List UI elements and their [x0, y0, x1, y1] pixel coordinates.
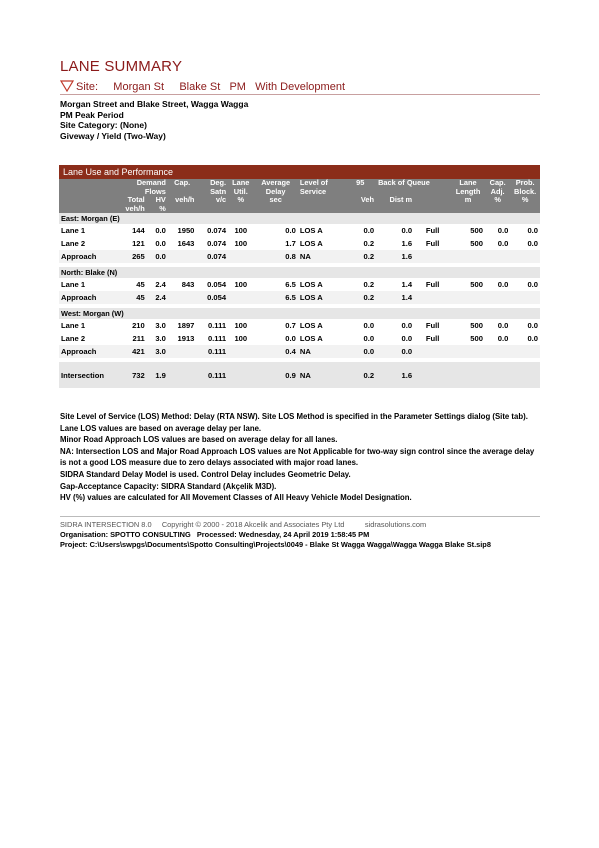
- table-cell: 0.074: [196, 250, 228, 263]
- table-cell: 500: [470, 334, 483, 343]
- unit-adj: %: [485, 196, 510, 213]
- table-cell: Full: [425, 239, 440, 248]
- table-cell: [451, 250, 485, 263]
- table-cell: Lane 1: [61, 280, 86, 289]
- unit-util: %: [228, 196, 253, 213]
- control-type: Giveway / Yield (Two-Way): [60, 130, 166, 141]
- table-cell: 421: [120, 345, 146, 358]
- table-cell: [228, 291, 253, 304]
- table-cell: 1.9: [147, 362, 168, 388]
- table-cell: 100: [234, 334, 248, 343]
- table-row: [59, 332, 540, 345]
- table-cell: 732: [120, 362, 146, 388]
- unit-satn: v/c: [196, 196, 228, 213]
- table-cell: [510, 345, 540, 358]
- table-cell: 0.111: [196, 362, 228, 388]
- col-header-lane-util: Lane Util.: [228, 179, 253, 196]
- table-row: [59, 237, 540, 250]
- table-cell: 0.2: [363, 239, 375, 248]
- table-cell: 0.2: [344, 250, 376, 263]
- table-cell: 100: [234, 280, 248, 289]
- table-cell: [168, 250, 197, 263]
- peak-period: PM Peak Period: [60, 109, 124, 120]
- table-cell: 0.0: [527, 239, 538, 248]
- table-cell: 0.0: [497, 239, 509, 248]
- table-cell: 144: [132, 226, 145, 235]
- table-cell: 0.2: [344, 362, 376, 388]
- approach-name: West: Morgan (W): [59, 308, 540, 319]
- table-cell: Approach: [59, 291, 120, 304]
- table-cell: 1.6: [376, 250, 414, 263]
- site-category: Site Category: (None): [60, 120, 147, 130]
- unit-los: [298, 196, 345, 213]
- table-cell: 0.2: [344, 291, 376, 304]
- table-row: [59, 224, 540, 237]
- table-cell: 2.4: [155, 280, 166, 289]
- table-cell: [228, 250, 253, 263]
- table-cell: LOS A: [299, 321, 323, 330]
- table-cell: Approach: [59, 345, 120, 358]
- table-cell: 0.0: [376, 345, 414, 358]
- table-cell: Lane 2: [61, 239, 86, 248]
- site-name: Morgan St Blake St PM With Development: [113, 81, 345, 93]
- table-cell: 265: [120, 250, 146, 263]
- unit-config: [414, 196, 451, 213]
- table-cell: 0.0: [527, 321, 538, 330]
- header-row-units: [59, 196, 540, 213]
- table-cell: Approach: [59, 250, 120, 263]
- approach-row: [59, 250, 540, 263]
- table-cell: 0.9: [253, 362, 297, 388]
- approach-group-header: [59, 267, 540, 278]
- table-cell: 1913: [177, 334, 195, 343]
- table-cell: 0.8: [253, 250, 297, 263]
- col-header-cap: Cap.: [168, 179, 197, 196]
- unit-total: Total veh/h: [120, 196, 146, 213]
- note-line: Gap-Acceptance Capacity: SIDRA Standard (Akçelik M3D).: [60, 481, 277, 491]
- unit-hv: HV %: [147, 196, 168, 213]
- table-cell: [510, 250, 540, 263]
- unit-length: m: [451, 196, 485, 213]
- table-cell: 1.4: [376, 291, 414, 304]
- col-header-95: 95: [344, 179, 376, 196]
- table-cell: 0.111: [207, 334, 227, 343]
- col-header-prob-block: Prob. Block.: [510, 179, 540, 196]
- table-cell: [485, 250, 510, 263]
- table-cell: 2.4: [147, 291, 168, 304]
- table-cell: [451, 345, 485, 358]
- col-header-lane-length: Lane Length: [451, 179, 485, 196]
- table-cell: 0.0: [155, 226, 166, 235]
- table-cell: 211: [132, 334, 145, 343]
- note-line: NA: Intersection LOS and Major Road Approach LOS values are Not Applicable for two-way sign control since the average delay: [60, 446, 535, 456]
- table-cell: Full: [425, 226, 440, 235]
- table-cell: Full: [425, 334, 440, 343]
- note-line: is not a good LOS measure due to zero delays associated with major road lanes.: [60, 458, 359, 468]
- table-cell: 0.0: [344, 345, 376, 358]
- col-header-back-of-queue: Back of Queue: [376, 179, 451, 196]
- table-cell: 500: [470, 280, 483, 289]
- table-cell: [414, 291, 451, 304]
- table-cell: 0.0: [527, 334, 538, 343]
- table-cell: 0.0: [401, 321, 413, 330]
- table-cell: 0.0: [363, 226, 375, 235]
- note-line: Site Level of Service (LOS) Method: Delay (RTA NSW). Site LOS Method is specified in the Parameter Settings dialog (Site tab).: [60, 412, 528, 421]
- table-cell: [168, 291, 197, 304]
- table-cell: 0.7: [285, 321, 296, 330]
- unit-delay: sec: [253, 196, 297, 213]
- table-cell: [451, 362, 485, 388]
- table-cell: 0.0: [155, 239, 166, 248]
- table-cell: 0.0: [497, 226, 509, 235]
- table-cell: [414, 362, 451, 388]
- col-header-cap-adj: Cap. Adj.: [485, 179, 510, 196]
- notes: [60, 411, 540, 504]
- table-row: [59, 319, 540, 332]
- table-cell: Full: [425, 280, 440, 289]
- footer-project-path: Project: C:\Users\swpgs\Documents\Spotto Consulting\Projects\0049 - Blake St Wagga Wagga\Wagga Wagga Blake St.sip8: [60, 540, 491, 549]
- footer-copyright: SIDRA INTERSECTION 8.0 Copyright © 2000 - 2018 Akcelik and Associates Pty Ltd sidrasolutions.com: [60, 520, 427, 529]
- table-cell: 1897: [177, 321, 195, 330]
- table-cell: 0.074: [207, 239, 227, 248]
- table-cell: 0.074: [207, 226, 227, 235]
- table-cell: 1.6: [401, 239, 413, 248]
- table-cell: NA: [298, 345, 345, 358]
- table-cell: 0.2: [363, 280, 375, 289]
- table-cell: 0.0: [527, 280, 538, 289]
- table-cell: [510, 291, 540, 304]
- table-cell: 3.0: [155, 334, 166, 343]
- table-cell: 0.0: [401, 334, 413, 343]
- approach-group-header: [59, 308, 540, 319]
- table-cell: 121: [132, 239, 145, 248]
- site-location: Morgan Street and Blake Street, Wagga Wagga: [60, 99, 249, 109]
- table-cell: 45: [120, 291, 146, 304]
- unit-veh: Veh: [344, 196, 376, 213]
- lane-table: [59, 165, 540, 388]
- table-cell: [414, 345, 451, 358]
- col-header-demand: Demand Flows: [120, 179, 168, 196]
- table-cell: 45: [136, 280, 145, 289]
- note-line: Minor Road Approach LOS values are based on average delay for all lanes.: [60, 435, 338, 445]
- table-cell: Lane 2: [61, 334, 86, 343]
- table-cell: 1950: [177, 226, 195, 235]
- table-cell: [510, 362, 540, 388]
- table-cell: LOS A: [299, 280, 323, 289]
- table-cell: LOS A: [299, 226, 323, 235]
- table-cell: 0.111: [207, 321, 227, 330]
- table-cell: 1.7: [285, 239, 296, 248]
- table-cell: 0.0: [527, 226, 538, 235]
- table-cell: 0.0: [497, 280, 509, 289]
- table-cell: 843: [181, 280, 195, 289]
- site-line: [60, 80, 540, 95]
- triangle-icon: [60, 80, 74, 92]
- table-row: [59, 278, 540, 291]
- table-cell: 100: [234, 226, 248, 235]
- table-cell: LOS A: [299, 239, 323, 248]
- table-cell: 100: [234, 321, 248, 330]
- table-cell: 0.0: [401, 226, 413, 235]
- table-cell: 100: [234, 239, 248, 248]
- page-title: LANE SUMMARY: [60, 58, 183, 75]
- note-line: Lane LOS values are based on average delay per lane.: [60, 423, 262, 433]
- table-cell: 210: [132, 321, 145, 330]
- table-cell: [228, 345, 253, 358]
- table-cell: Lane 1: [61, 226, 86, 235]
- table-cell: [168, 362, 197, 388]
- table-cell: 0.0: [363, 334, 375, 343]
- table-cell: 6.5: [253, 291, 297, 304]
- table-cell: NA: [298, 250, 345, 263]
- unit-cap: veh/h: [168, 196, 197, 213]
- table-cell: 0.4: [253, 345, 297, 358]
- table-cell: [414, 250, 451, 263]
- approach-name: East: Morgan (E): [59, 213, 540, 224]
- col-header-level-of-service: Level of Service: [298, 179, 345, 196]
- table-cell: 0.054: [196, 291, 228, 304]
- table-cell: 0.111: [196, 345, 228, 358]
- unit-header: [59, 196, 120, 213]
- table-cell: LOS A: [299, 334, 323, 343]
- approach-row: [59, 291, 540, 304]
- table-cell: 6.5: [285, 280, 296, 289]
- col-header: [59, 179, 120, 196]
- header-row-top: [59, 179, 540, 196]
- site-label: Site:: [76, 81, 99, 93]
- footer-divider: [60, 516, 540, 517]
- table-cell: 500: [470, 239, 483, 248]
- table-cell: Full: [425, 321, 440, 330]
- table-cell: 500: [470, 226, 483, 235]
- table-cell: 1643: [177, 239, 195, 248]
- table-cell: [485, 345, 510, 358]
- unit-dist: Dist m: [376, 196, 414, 213]
- table-cell: [168, 345, 197, 358]
- table-cell: NA: [298, 362, 345, 388]
- table-cell: 0.0: [285, 334, 296, 343]
- approach-group-header: [59, 213, 540, 224]
- col-header-average-delay: Average Delay: [253, 179, 297, 196]
- col-header-deg-satn: Deg. Satn: [196, 179, 228, 196]
- table-cell: 3.0: [147, 345, 168, 358]
- approach-name: North: Blake (N): [59, 267, 540, 278]
- table-cell: 0.0: [285, 226, 296, 235]
- table-cell: [228, 362, 253, 388]
- unit-block: %: [510, 196, 540, 213]
- table-cell: 500: [470, 321, 483, 330]
- note-line: HV (%) values are calculated for All Movement Classes of All Heavy Vehicle Model Designation.: [60, 493, 412, 503]
- note-line: SIDRA Standard Delay Model is used. Control Delay includes Geometric Delay.: [60, 469, 351, 479]
- table-cell: Intersection: [59, 362, 120, 388]
- table-cell: Lane 1: [61, 321, 86, 330]
- table-cell: [485, 291, 510, 304]
- approach-row: [59, 345, 540, 358]
- table-cell: 0.0: [497, 334, 509, 343]
- table-cell: 0.0: [497, 321, 509, 330]
- table-cell: [451, 291, 485, 304]
- table-cell: 0.0: [147, 250, 168, 263]
- table-cell: 0.054: [207, 280, 227, 289]
- table-cell: 1.6: [376, 362, 414, 388]
- footer-organisation: Organisation: SPOTTO CONSULTING Processed: Wednesday, 24 April 2019 1:58:45 PM: [60, 530, 370, 539]
- table-cell: 0.0: [363, 321, 375, 330]
- table-title: Lane Use and Performance: [59, 165, 540, 179]
- site-info: [60, 99, 248, 141]
- table-cell: 1.4: [401, 280, 413, 289]
- footer: [60, 520, 491, 550]
- table-cell: LOS A: [298, 291, 345, 304]
- table-cell: 3.0: [155, 321, 166, 330]
- table-cell: [485, 362, 510, 388]
- intersection-row: [59, 362, 540, 388]
